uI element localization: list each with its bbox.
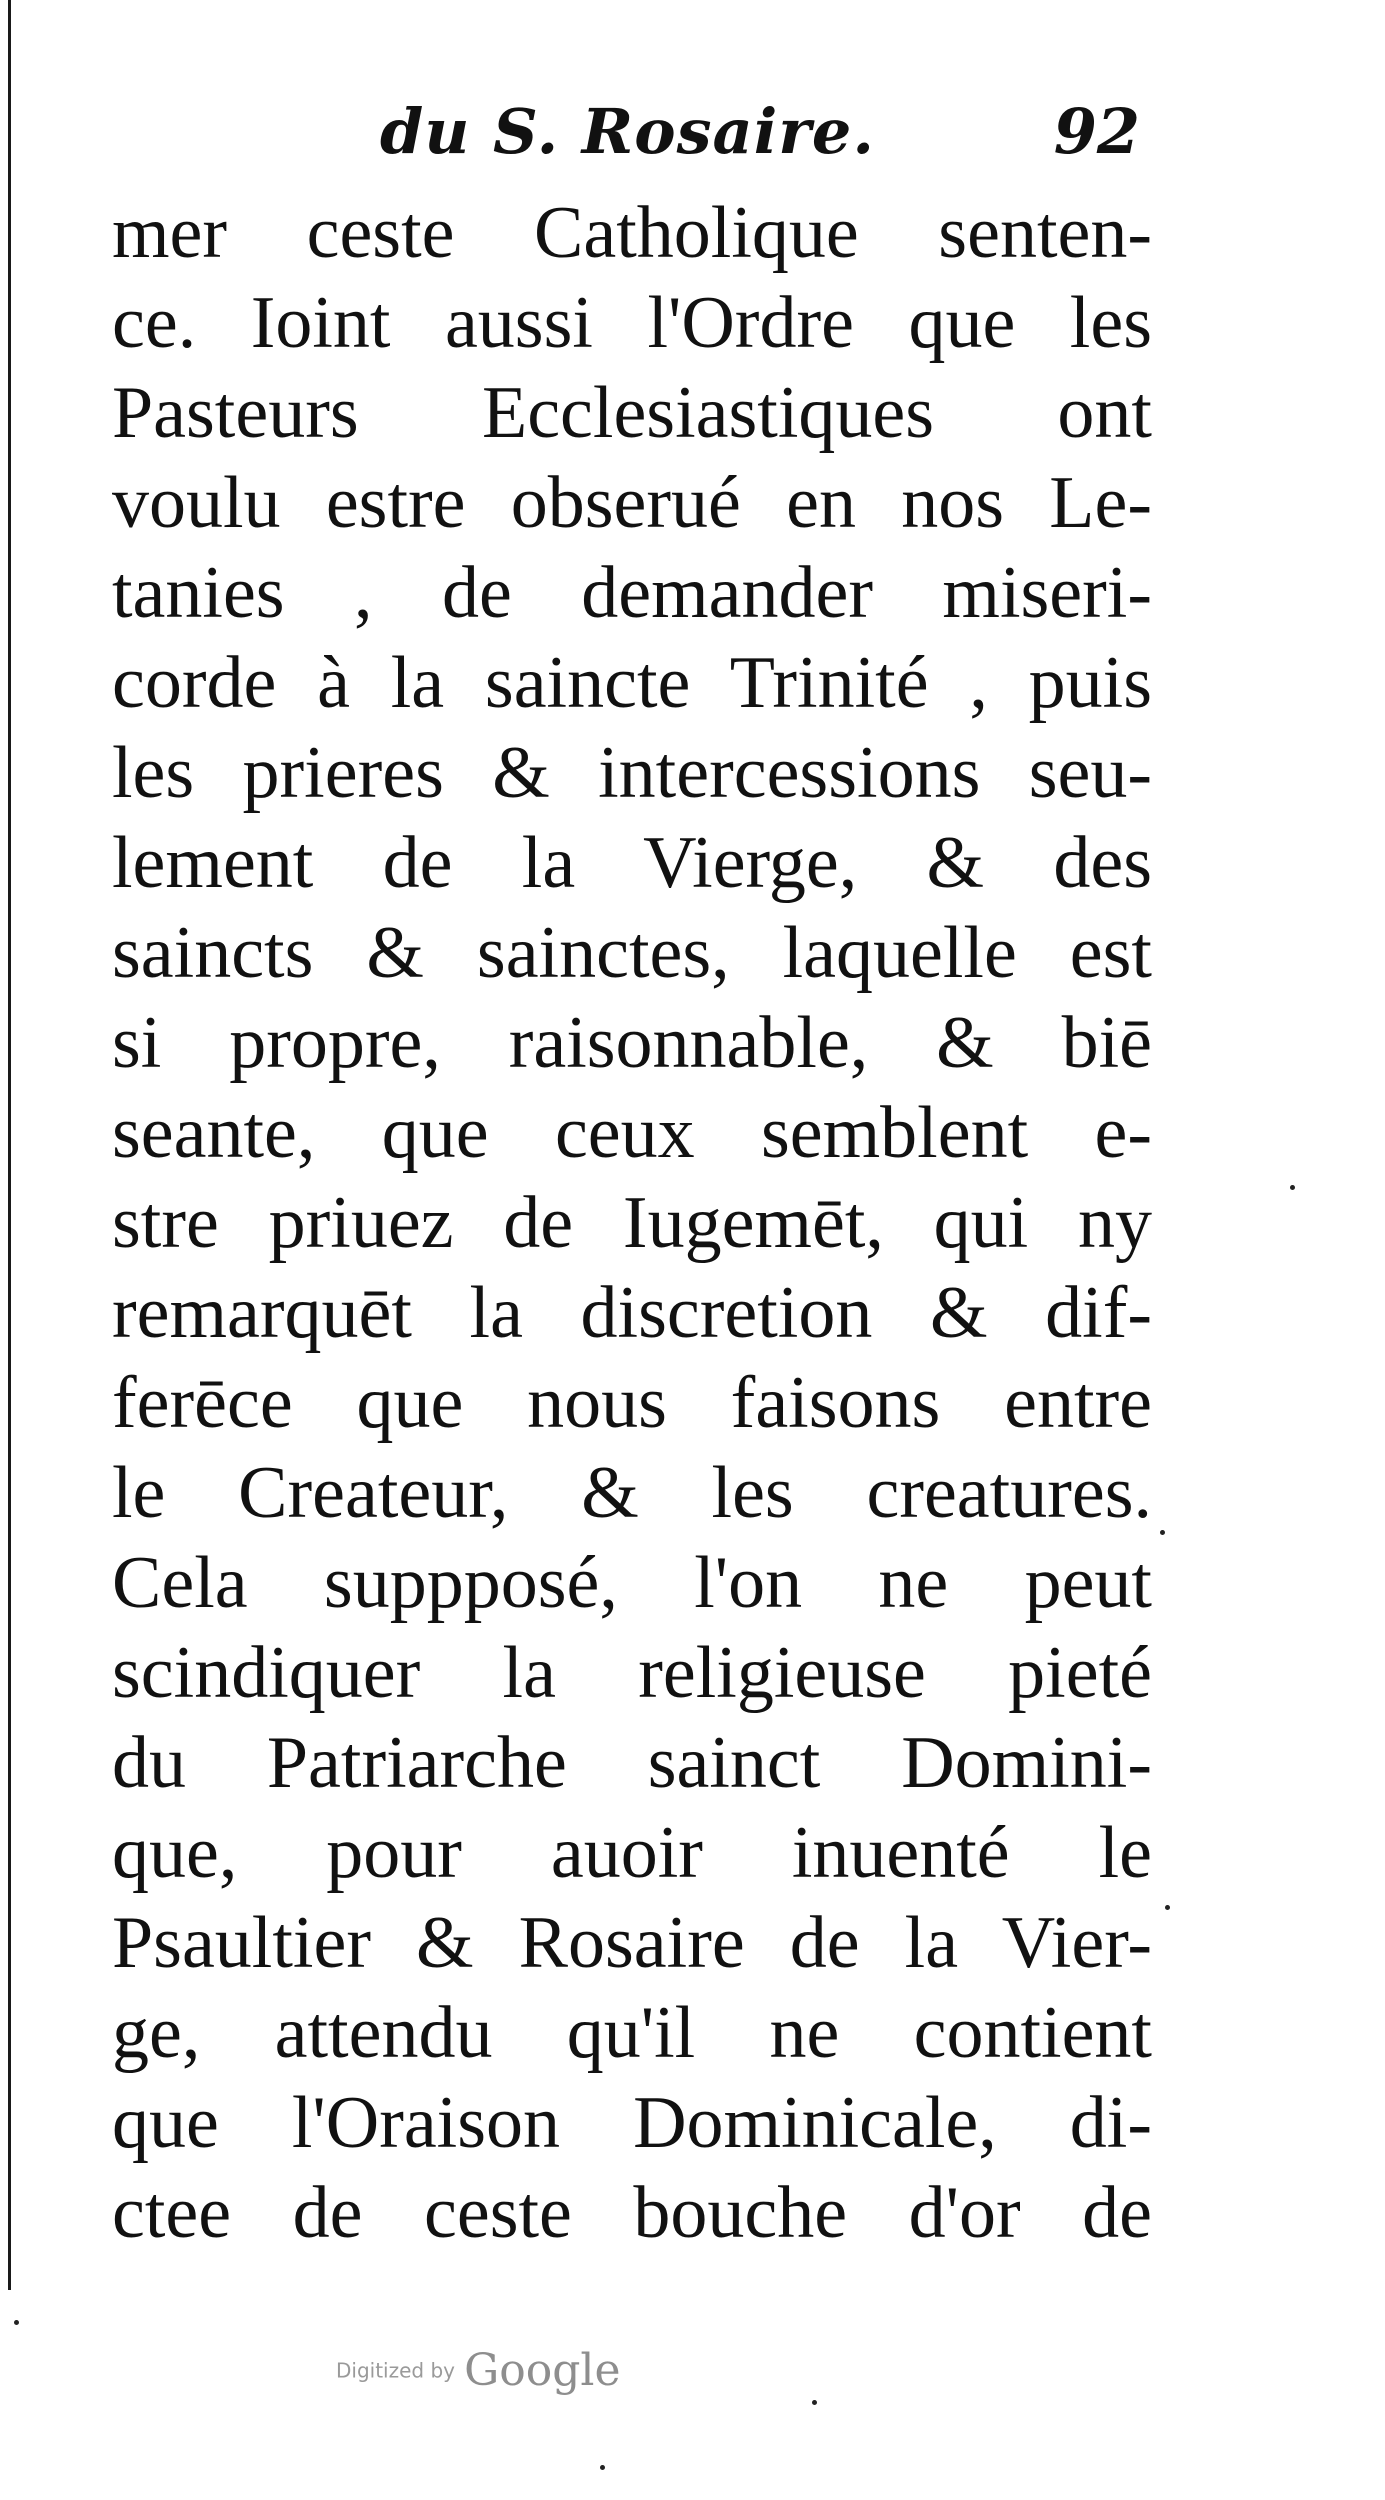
ink-speck	[1290, 1185, 1295, 1190]
text-line: Cela suppposé, l'on ne peut	[112, 1542, 1152, 1624]
text-line: ge, attendu qu'il ne contient	[112, 1992, 1152, 2074]
running-head: du S. Rosaire.	[380, 95, 875, 168]
page-header	[380, 95, 1140, 185]
text-line: les prieres & intercessions seu-	[112, 732, 1152, 814]
text-line: tanies , de demander miseri-	[112, 552, 1152, 634]
text-line: que, pour auoir inuenté le	[112, 1812, 1152, 1894]
text-line: voulu estre obserué en nos Le-	[112, 462, 1152, 544]
text-line: mer ceste Catholique senten-	[112, 192, 1152, 274]
ink-speck	[600, 2465, 605, 2470]
ink-speck	[812, 2400, 817, 2405]
watermark-prefix: Digitized by	[336, 2358, 455, 2383]
text-line: corde à la saincte Trinité , puis	[112, 642, 1152, 724]
ink-speck	[1160, 1530, 1165, 1535]
text-line: seante, que ceux semblent e-	[112, 1092, 1152, 1174]
text-line: ctee de ceste bouche d'or de	[112, 2172, 1152, 2254]
text-line: remarquēt la discretion & dif-	[112, 1272, 1152, 1354]
page-number: 92	[1053, 95, 1140, 168]
text-line: Psaultier & Rosaire de la Vier-	[112, 1902, 1152, 1984]
digitization-watermark	[336, 2345, 656, 2415]
text-line: Pasteurs Ecclesiastiques ont	[112, 372, 1152, 454]
page-edge-rule	[8, 0, 11, 2290]
text-line: scindiquer la religieuse pieté	[112, 1632, 1152, 1714]
text-line: ferēce que nous faisons entre	[112, 1362, 1152, 1444]
text-line: que l'Oraison Dominicale, di-	[112, 2082, 1152, 2164]
ink-speck	[1165, 1905, 1170, 1910]
text-line: si propre, raisonnable, & biē	[112, 1002, 1152, 1084]
ink-speck	[14, 2320, 19, 2325]
watermark-logo: Google	[464, 2345, 621, 2396]
body-text	[112, 188, 1152, 2258]
text-line: du Patriarche sainct Domini-	[112, 1722, 1152, 1804]
text-line: le Createur, & les creatures.	[112, 1452, 1152, 1534]
text-line: ce. Ioint aussi l'Ordre que les	[112, 282, 1152, 364]
text-line: stre priuez de Iugemēt, qui ny	[112, 1182, 1152, 1264]
text-line: lement de la Vierge, & des	[112, 822, 1152, 904]
text-line: saincts & sainctes, laquelle est	[112, 912, 1152, 994]
